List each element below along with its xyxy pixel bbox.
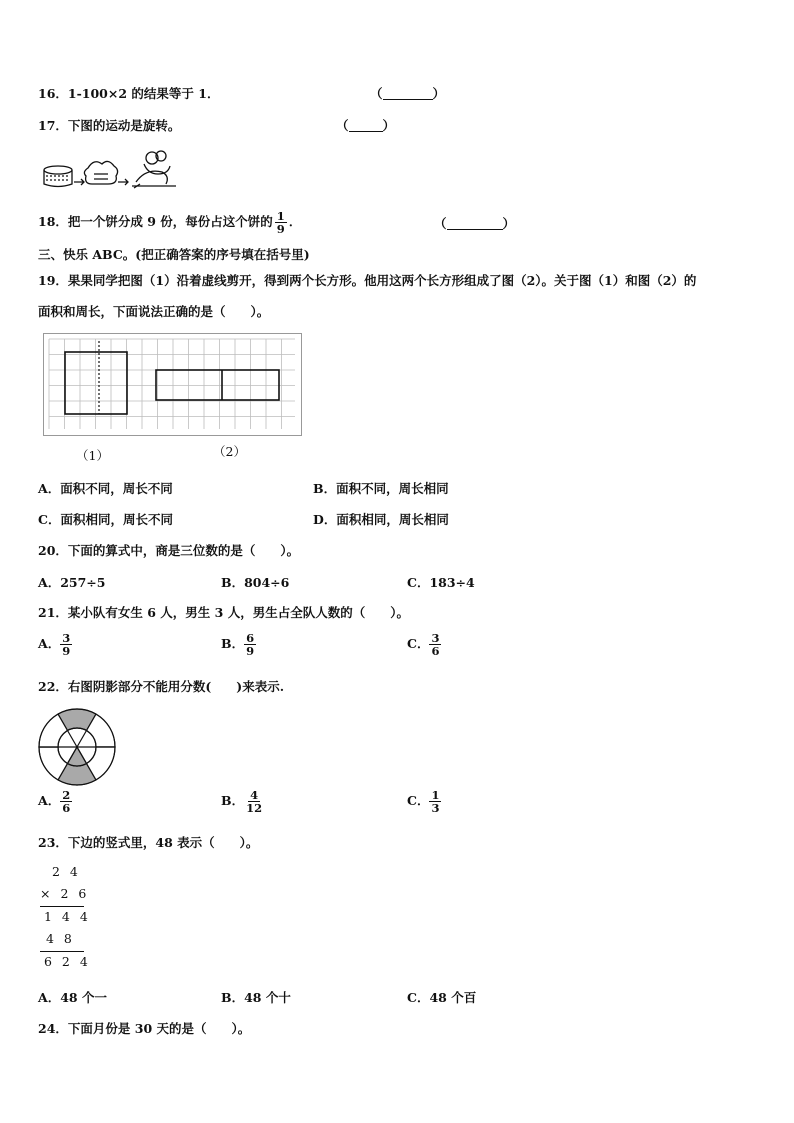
q21-option-b[interactable] — [221, 632, 256, 657]
q19-option-b[interactable] — [313, 479, 449, 497]
option-text: 面积相同，周长相同 — [336, 512, 449, 527]
paren-right: ） — [432, 86, 446, 101]
fraction-numerator: 1 — [431, 788, 440, 802]
option-text: 48 个百 — [429, 990, 477, 1005]
option-label: A． — [38, 990, 61, 1005]
paren-right: ） — [382, 118, 396, 133]
fraction-denominator: 12 — [246, 801, 263, 815]
q17-answer-paren[interactable] — [336, 116, 395, 134]
q17-text: 17．下图的运动是旋转。 — [38, 118, 181, 133]
paren-left: （ — [336, 118, 349, 133]
fraction-numerator: 3 — [62, 631, 71, 645]
option-label: A． — [38, 636, 61, 651]
option-fraction — [429, 632, 441, 657]
q19-option-c[interactable] — [38, 510, 173, 528]
option-label: D． — [313, 512, 337, 527]
q22-circle-figure — [38, 708, 116, 786]
paren-right: ） — [502, 216, 516, 231]
option-label: B． — [221, 990, 245, 1005]
q21-text: 21．某小队有女生 6 人，男生 3 人，男生占全队人数的（ ）。 — [38, 605, 409, 620]
q19-grid-figure — [43, 333, 302, 436]
q22-text: 22．右图阴影部分不能用分数( )来表示. — [38, 679, 285, 694]
q19-line1: 19．果果同学把图（1）沿着虚线剪开，得到两个长方形。他用这两个长方形组成了图（2）。关于图（1）和图（2）的 — [38, 273, 697, 288]
option-text: 48 个十 — [244, 990, 291, 1005]
calc-row-multiplicand: 2 4 — [52, 864, 81, 879]
fraction-denominator: 6 — [431, 644, 440, 658]
calc-row-multiplier: × 2 6 — [40, 886, 90, 901]
calc-line-2 — [40, 951, 84, 952]
q24-text: 24．下面月份是 30 天的是（ ）。 — [38, 1021, 251, 1036]
option-label: B． — [221, 575, 245, 590]
option-fraction — [60, 632, 72, 657]
answer-blank[interactable] — [383, 87, 433, 100]
q23-option-a[interactable] — [38, 988, 107, 1006]
q19-option-d[interactable] — [313, 510, 449, 528]
q20-option-c[interactable] — [407, 573, 475, 591]
option-text: 面积不同，周长不同 — [60, 481, 173, 496]
answer-blank[interactable] — [447, 217, 503, 230]
calc-row-partial-1: 1 4 4 — [44, 909, 91, 924]
fraction-numerator: 1 — [276, 209, 285, 223]
calc-line-1 — [40, 906, 84, 907]
q17-motion-illustration — [40, 146, 180, 192]
paren-left: （ — [434, 216, 447, 231]
option-text: 257÷5 — [60, 575, 106, 590]
option-label: B． — [221, 636, 245, 651]
option-label: B． — [313, 481, 337, 496]
option-fraction — [244, 632, 256, 657]
q18-fraction — [275, 210, 287, 235]
fraction-denominator: 6 — [62, 801, 71, 815]
option-text: 48 个一 — [60, 990, 107, 1005]
option-label: C． — [407, 575, 430, 590]
fraction-numerator: 3 — [431, 631, 440, 645]
calc-row-product: 6 2 4 — [44, 954, 91, 969]
option-label: C． — [407, 990, 430, 1005]
q20-text: 20．下面的算式中，商是三位数的是（ ）。 — [38, 543, 300, 558]
q20-option-a[interactable] — [38, 573, 105, 591]
q18-text: 18．把一个饼分成 9 份，每份占这个饼的 — [38, 214, 273, 229]
fraction-numerator: 4 — [250, 788, 259, 802]
q22-option-b[interactable] — [221, 789, 264, 814]
q19-line2: 面积和周长，下面说法正确的是（ ）。 — [38, 304, 270, 319]
fraction-numerator: 2 — [62, 788, 71, 802]
option-label: A． — [38, 793, 61, 808]
q21-option-a[interactable] — [38, 632, 72, 657]
answer-blank[interactable] — [349, 119, 383, 132]
option-fraction — [60, 789, 72, 814]
q18-answer-paren[interactable] — [434, 214, 515, 232]
option-label: C． — [407, 793, 430, 808]
q18-question — [38, 210, 301, 235]
option-fraction — [244, 789, 264, 814]
fraction-denominator: 3 — [431, 801, 440, 815]
option-text: 804÷6 — [244, 575, 290, 590]
q23-option-c[interactable] — [407, 988, 476, 1006]
fraction-numerator: 6 — [246, 631, 255, 645]
option-label: A． — [38, 575, 61, 590]
q16-answer-paren[interactable] — [370, 84, 445, 102]
fraction-denominator: 9 — [246, 644, 255, 658]
fraction-denominator: 9 — [62, 644, 71, 658]
calc-row-partial-2: 4 8 — [46, 931, 75, 946]
q23-option-b[interactable] — [221, 988, 291, 1006]
option-text: 面积相同，周长不同 — [60, 512, 173, 527]
q16-text: 16．1-100×2 的结果等于 1． — [38, 86, 220, 101]
fraction-denominator: 9 — [276, 222, 285, 236]
q19-caption-2: （2） — [213, 444, 246, 459]
option-text: 面积不同，周长相同 — [336, 481, 449, 496]
q22-option-a[interactable] — [38, 789, 72, 814]
option-label: C． — [38, 512, 61, 527]
q20-option-b[interactable] — [221, 573, 289, 591]
q23-text: 23．下边的竖式里，48 表示（ ）。 — [38, 835, 259, 850]
q18-suffix: ． — [288, 214, 302, 229]
paren-left: （ — [370, 86, 383, 101]
option-label: B． — [221, 793, 245, 808]
section-3-title: 三、快乐 ABC。(把正确答案的序号填在括号里) — [38, 247, 310, 262]
q22-option-c[interactable] — [407, 789, 441, 814]
q19-caption-1: （1） — [76, 448, 109, 463]
option-label: A． — [38, 481, 61, 496]
q21-option-c[interactable] — [407, 632, 441, 657]
q19-option-a[interactable] — [38, 479, 173, 497]
option-label: C． — [407, 636, 430, 651]
option-text: 183÷4 — [429, 575, 475, 590]
option-fraction — [429, 789, 441, 814]
